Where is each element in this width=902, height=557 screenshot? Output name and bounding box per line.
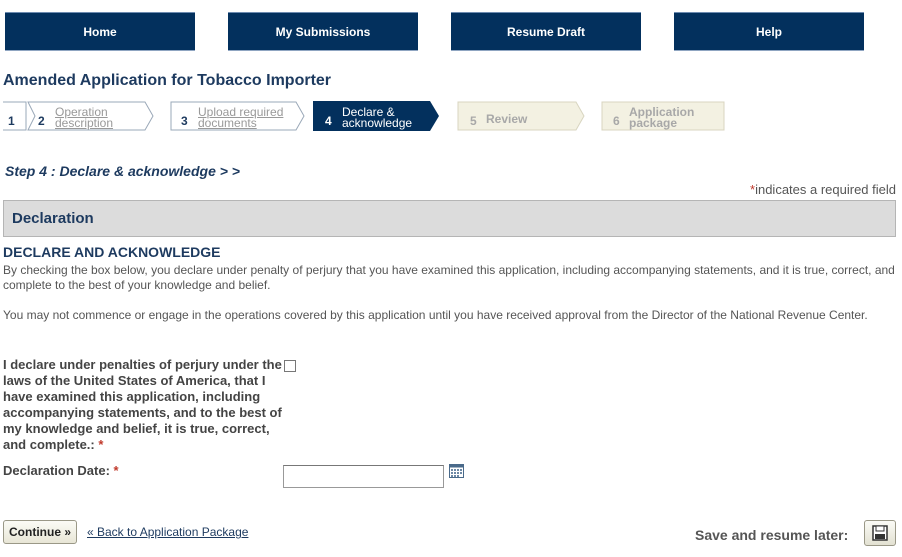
step-3-number: 3 — [181, 114, 188, 128]
calendar-icon[interactable] — [449, 464, 464, 478]
step-6 — [601, 101, 727, 131]
step-2-number: 2 — [38, 114, 45, 128]
required-field-note: *indicates a required field — [750, 182, 896, 197]
step-3[interactable] — [170, 101, 306, 131]
step-6-label: Application package — [629, 105, 695, 130]
progress-stepper — [3, 101, 743, 131]
declaration-checkbox[interactable] — [284, 360, 296, 372]
step-5 — [457, 101, 587, 131]
step-2-label[interactable]: Operation description — [55, 105, 114, 130]
step-4 — [313, 101, 441, 131]
save-icon — [872, 525, 888, 541]
step-1[interactable] — [3, 101, 27, 131]
declaration-date-label: Declaration Date: * — [3, 463, 119, 478]
nav-resume-draft-button[interactable]: Resume Draft — [451, 12, 641, 50]
declaration-instructions: By checking the box below, you declare under penalty of perjury that you have examined this application, including accompanying statements, and it is true, correct, and complete to the best of your knowledge and belief. — [3, 263, 895, 292]
step-4-label: Declare & acknowledge — [342, 105, 413, 130]
section-title: Declaration — [12, 210, 94, 227]
step-5-label: Review — [486, 112, 528, 126]
page-title: Amended Application for Tobacco Importer — [3, 72, 332, 89]
step-3-label[interactable]: Upload required documents — [198, 105, 284, 130]
declaration-label: I declare under penalties of perjury under the laws of the United States of America, that I have examined this application, including accompanying statements, and to the best of my knowledge and belief, it is true, correct, and complete.: * — [3, 357, 282, 452]
back-to-application-package-link[interactable]: « Back to Application Package — [87, 525, 249, 539]
continue-button[interactable]: Continue » — [3, 520, 77, 544]
nav-my-submissions-button[interactable]: My Submissions — [228, 12, 418, 50]
step-heading: Step 4 : Declare & acknowledge > > — [5, 163, 240, 179]
save-resume-button[interactable] — [864, 520, 896, 546]
nav-help-button[interactable]: Help — [674, 12, 864, 50]
top-nav — [5, 12, 865, 50]
nav-home-button[interactable]: Home — [5, 12, 195, 50]
declaration-date-input[interactable] — [283, 465, 444, 488]
step-6-number: 6 — [613, 114, 620, 128]
declare-acknowledge-heading: DECLARE AND ACKNOWLEDGE — [3, 244, 221, 260]
step-4-number: 4 — [325, 114, 332, 128]
approval-notice: You may not commence or engage in the operations covered by this application until you have received approval from the Director of the National Revenue Center. — [3, 308, 868, 322]
step-5-number: 5 — [470, 114, 477, 128]
section-header — [3, 200, 896, 237]
step-1-number: 1 — [8, 114, 15, 128]
save-resume-label: Save and resume later: — [695, 527, 849, 543]
step-2[interactable] — [27, 101, 155, 131]
